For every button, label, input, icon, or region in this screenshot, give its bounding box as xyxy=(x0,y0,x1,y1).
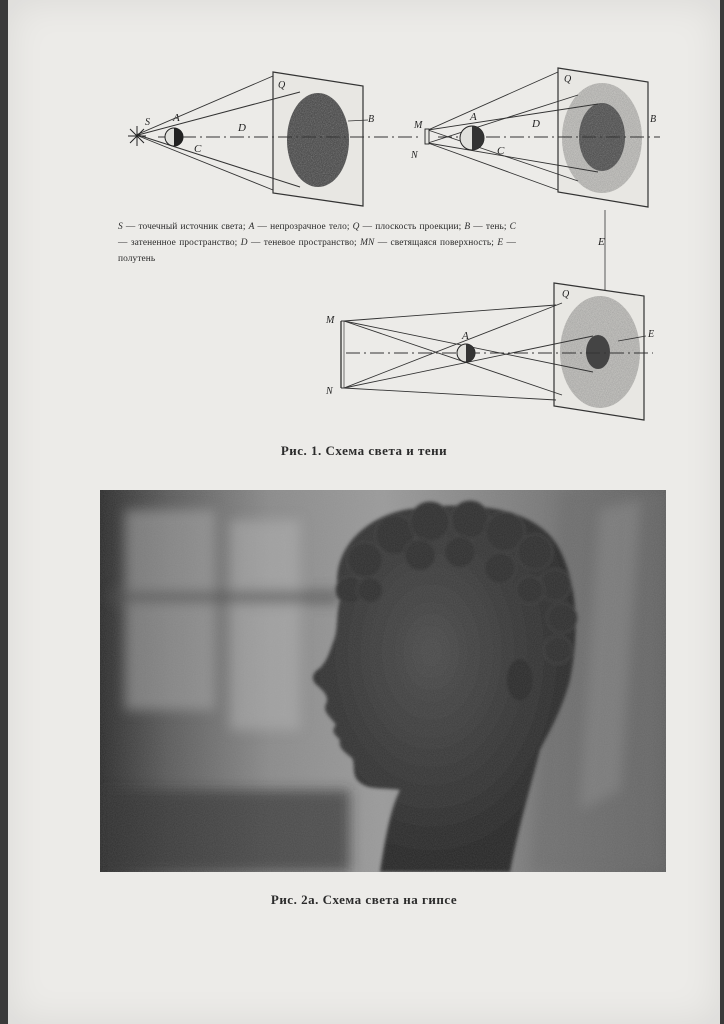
label-d: D xyxy=(238,122,246,134)
label-b: B xyxy=(368,114,375,125)
label-n: N xyxy=(326,386,333,397)
legend-key: MN xyxy=(360,238,375,248)
legend-key: D xyxy=(240,238,248,248)
legend-text: — светящаяся поверхность; xyxy=(374,238,498,248)
label-q: Q xyxy=(562,289,570,300)
legend-text: — непрозрачное тело; xyxy=(254,222,353,232)
shadow-ellipse xyxy=(586,335,610,369)
diagram-point-source xyxy=(128,72,418,206)
legend-key: A xyxy=(248,222,255,232)
label-q: Q xyxy=(278,80,286,91)
legend-text: — плоскость проекции; xyxy=(359,222,465,232)
book-page xyxy=(8,0,720,1024)
label-n: N xyxy=(411,150,418,161)
label-e: E xyxy=(598,236,605,248)
legend-key: Q xyxy=(352,222,360,232)
diagram-penumbra xyxy=(325,283,654,420)
figure-1-caption: Рис. 1. Схема света и тени xyxy=(280,443,448,458)
plaster-bust-photo xyxy=(100,490,666,872)
legend-text: — полутень xyxy=(118,238,516,264)
legend-key: B xyxy=(464,222,471,232)
figure-legend xyxy=(118,219,516,267)
label-c: C xyxy=(194,143,202,155)
photo-illustration xyxy=(100,490,666,872)
legend-text: — тень; xyxy=(470,222,510,232)
legend-key: C xyxy=(509,222,516,232)
label-a: A xyxy=(462,330,469,342)
legend-key: S xyxy=(118,222,123,232)
label-q: Q xyxy=(564,74,572,85)
label-b: B xyxy=(650,114,657,125)
label-a: A xyxy=(173,112,180,124)
label-d: D xyxy=(532,118,540,130)
label-a: A xyxy=(470,111,477,123)
label-c: C xyxy=(497,145,505,157)
label-m: M xyxy=(326,315,335,326)
label-e: E xyxy=(648,329,655,340)
legend-text: — теневое пространство; xyxy=(247,238,361,248)
luminous-surface xyxy=(425,129,429,144)
label-m: M xyxy=(414,120,423,131)
legend-text: — затененное пространство; xyxy=(118,238,241,248)
legend-text: — точечный источник света; xyxy=(122,222,249,232)
label-s: S xyxy=(145,117,150,128)
figure-2a-caption: Рис. 2а. Схема света на гипсе xyxy=(270,892,458,907)
legend-key: E xyxy=(497,238,504,248)
point-source-icon xyxy=(128,126,146,146)
